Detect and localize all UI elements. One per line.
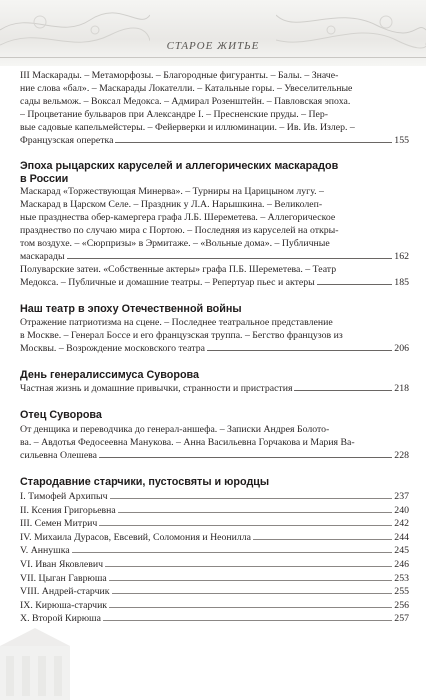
leader-line [115, 141, 392, 143]
toc-entry-karuseli [20, 160, 409, 289]
description-line: От денщика и переводчика до генерал-аншефа. – Записки Андрея Болото- [20, 423, 330, 435]
page-number: 257 [394, 613, 409, 625]
description-line: Маскарад «Торжествующая Минерва». – Турниры на Царицыном лугу. – [20, 186, 324, 198]
leader-line [72, 551, 393, 553]
entry-description [20, 424, 409, 450]
description-line: том воздухе. – «Сюрпризы» в Эрмитаже. – «Вольные дома». – Публичные [20, 238, 330, 250]
description-line: празднество по случаю мира с Портою. – Последняя из каруселей на откры- [20, 225, 339, 237]
leader-line [110, 497, 393, 499]
entry-last-line[interactable] [20, 450, 409, 463]
header-rule [0, 57, 426, 58]
toc-content [20, 70, 409, 626]
page-number: 253 [394, 572, 409, 584]
entry-last-text: маскарады [20, 250, 65, 262]
leader-line [105, 565, 392, 567]
page-number: 244 [394, 531, 409, 543]
leader-line [253, 538, 392, 540]
leader-line [317, 283, 393, 285]
entry-description [20, 317, 409, 343]
section-title[interactable]: Отец Суворова [20, 409, 102, 422]
page-number: 228 [394, 449, 409, 461]
leader-line [99, 524, 392, 526]
page-number: 256 [394, 599, 409, 611]
section-title[interactable]: Наш театр в эпоху Отечественной войны [20, 302, 242, 315]
description-line: ные празднеcтва обер-камергера графа Л.Б. Шереметева. – Аллегорическое [20, 212, 336, 224]
description-line: вые садовые капельмейстеры. – Фейерверки и иллюминации. – Ив. Ив. Излер. – [20, 121, 355, 133]
description-line: сады вельмож. – Воксал Медокса. – Адмирал Розенштейн. – Павловская эпоха. [20, 95, 351, 107]
toc-subitem[interactable] [20, 544, 409, 558]
page-number: 218 [394, 383, 409, 395]
leader-line [207, 349, 392, 351]
entry-last-line[interactable] [20, 135, 409, 148]
toc-subitem[interactable] [20, 504, 409, 518]
section-title-line: Эпоха рыцарских каруселей и аллегорических маскарадов [20, 160, 339, 173]
description-line: III Маскарады. – Метаморфозы. – Благородные фигуранты. – Балы. – Значе- [20, 70, 339, 81]
page-number: 162 [394, 250, 409, 262]
page-number: 237 [394, 491, 409, 503]
leader-line [294, 389, 392, 391]
leader-line [112, 592, 393, 594]
subitem-label: V. Аннушка [20, 545, 70, 557]
entry-last-text: Москвы. – Возрождение московского театра [20, 343, 205, 354]
section-title[interactable] [20, 160, 409, 185]
toc-entry-teatr [20, 303, 409, 356]
entry-last-line[interactable] [20, 343, 409, 356]
toc-subitem[interactable] [20, 612, 409, 626]
subitem-label: IX. Кирюша-старчик [20, 599, 108, 611]
subitem-label: II. Ксения Григорьевна [20, 504, 116, 516]
entry-last-line[interactable] [20, 277, 409, 290]
page-number: 242 [394, 518, 409, 530]
building-illustration-icon [0, 616, 426, 700]
page-number: 185 [394, 276, 409, 288]
toc-subitem[interactable] [20, 558, 409, 572]
description-line: Отражение патриотизма на сцене. – Последнее театральное представление [20, 317, 333, 329]
toc-entry-maskarady [20, 70, 409, 147]
section-title[interactable]: День генералиссимуса Суворова [20, 368, 200, 381]
leader-line [109, 606, 392, 608]
description-line: в Москве. – Генерал Боссе и его французская труппа. – Бегство французов из [20, 330, 343, 342]
page-number: 155 [394, 134, 409, 146]
toc-subitem[interactable] [20, 531, 409, 545]
subitem-label: IV. Михаила Дурасов, Евсевий, Соломония и Неонилла [20, 531, 252, 543]
toc-subitem[interactable] [20, 572, 409, 586]
page-number: 245 [394, 545, 409, 557]
entry-last-text: Медокса. – Публичные и домашние театры. – Репертуар пьес и актеры [20, 276, 315, 288]
toc-entry-suvorov-father [20, 409, 409, 462]
subitem-label: X. Второй Кирюша [20, 613, 101, 625]
leader-line [109, 579, 393, 581]
toc-subitem[interactable] [20, 490, 409, 504]
page-number: 246 [394, 559, 409, 570]
entry-description [20, 70, 409, 135]
subitem-label: VI. Иван Яковлевич [20, 559, 104, 570]
leader-line [118, 511, 393, 513]
toc-sublist [20, 490, 409, 626]
subitem-label: VIII. Андрей-старчик [20, 586, 110, 598]
section-title-line: в России [20, 172, 69, 185]
entry-last-line[interactable] [20, 251, 409, 264]
subitem-label: I. Тимофей Архипыч [20, 491, 108, 503]
running-header [0, 0, 426, 66]
entry-last-text: Французская оперетка [20, 134, 114, 146]
leader-line [99, 456, 392, 458]
subitem-label: III. Семен Митрич [20, 518, 98, 530]
section-title[interactable]: Стародавние старчики, пустосвяты и юродцы [20, 475, 270, 488]
entry-description [20, 186, 409, 251]
description-line: ва. – Авдотья Федосеевна Манукова. – Анна Васильевна Горчакова и Мария Ва- [20, 436, 355, 448]
toc-subitem[interactable] [20, 517, 409, 531]
description-line: Маскарад в Царском Селе. – Праздник у Л.А. Нарышкина. – Великолеп- [20, 199, 323, 211]
toc-entry-suvorov-day [20, 369, 409, 396]
subitem-label: VII. Цыган Гаврюша [20, 572, 107, 584]
description-line: – Процветание бульваров при Александре I. – Пресненские пруды. – Пер- [20, 108, 329, 120]
entry-last-text: Частная жизнь и домашние привычки, странности и пристрастия [20, 383, 293, 395]
toc-entry-startsy [20, 476, 409, 626]
entry-description [20, 264, 409, 277]
leader-line [67, 257, 393, 259]
description-line: ние слова «бал». – Маскарады Локателли. – Катальные горы. – Увеселительные [20, 82, 353, 94]
toc-subitem[interactable] [20, 599, 409, 613]
entry-last-text: сильевна Олешева [20, 449, 98, 461]
page-number: 206 [394, 343, 409, 354]
toc-subitem[interactable] [20, 585, 409, 599]
leader-line [103, 619, 392, 621]
running-title: СТАРОЕ ЖИТЬЕ [166, 40, 260, 52]
entry-last-line[interactable] [20, 383, 409, 396]
page-number: 255 [394, 586, 409, 598]
description-line: Полуварские затеи. «Собственные актеры» графа П.Б. Шереметева. – Театр [20, 263, 337, 275]
page-number: 240 [394, 504, 409, 516]
